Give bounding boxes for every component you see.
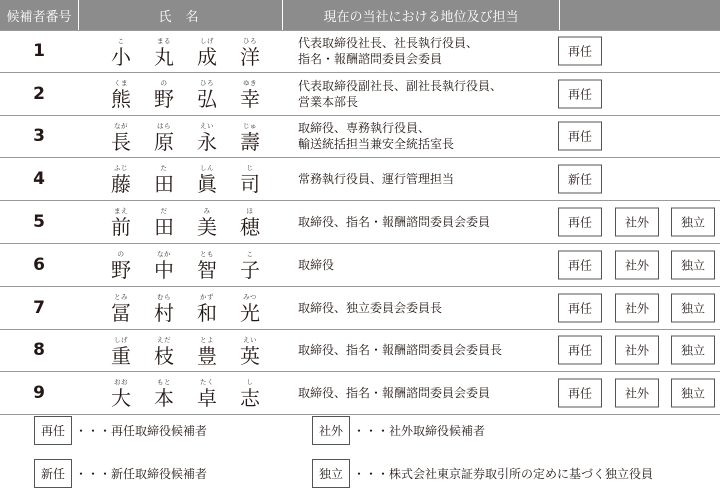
position-line: 営業本部長 bbox=[298, 94, 359, 109]
position-line: 代表取締役副社長、副社長執行役員、 bbox=[298, 78, 503, 93]
name-character bbox=[239, 158, 282, 200]
candidate-number: 3 bbox=[33, 126, 45, 147]
name-character bbox=[196, 330, 239, 372]
status-badge: 独立 bbox=[671, 250, 715, 279]
furigana: とも bbox=[200, 249, 214, 258]
kanji: 小 bbox=[111, 45, 131, 69]
furigana: なが bbox=[114, 121, 128, 130]
legend-tag: 独立 bbox=[312, 459, 350, 488]
candidate-number: 8 bbox=[33, 340, 45, 361]
kanji: 美 bbox=[197, 215, 217, 240]
candidate-position bbox=[298, 201, 554, 243]
table-row bbox=[0, 372, 720, 415]
name-character bbox=[153, 287, 196, 329]
furigana: だ bbox=[160, 207, 168, 216]
kanji: 幸 bbox=[240, 86, 260, 111]
candidate-name bbox=[110, 330, 282, 372]
name-character bbox=[196, 116, 239, 158]
furigana: し bbox=[246, 378, 254, 387]
kanji: 村 bbox=[154, 300, 174, 325]
name-character bbox=[239, 201, 282, 243]
name-character bbox=[153, 244, 196, 286]
status-badge: 社外 bbox=[615, 336, 659, 365]
furigana: しげ bbox=[114, 335, 128, 344]
kanji: 本 bbox=[154, 386, 174, 411]
kanji: 卓 bbox=[197, 386, 217, 411]
position-line: 取締役、独立委員会委員長 bbox=[298, 300, 443, 315]
kanji: 司 bbox=[240, 172, 260, 197]
name-character bbox=[196, 244, 239, 286]
position-line: 取締役、指名・報酬諮問委員会委員 bbox=[298, 386, 491, 401]
table-row bbox=[0, 73, 720, 116]
furigana: ひろ bbox=[200, 78, 214, 87]
table-header bbox=[0, 0, 720, 30]
candidate-name bbox=[110, 73, 282, 115]
kanji: 前 bbox=[111, 215, 131, 240]
table-row bbox=[0, 201, 720, 244]
candidate-number: 5 bbox=[33, 212, 45, 233]
kanji: 弘 bbox=[197, 86, 217, 111]
status-badge: 社外 bbox=[615, 250, 659, 279]
kanji: 長 bbox=[111, 129, 131, 154]
furigana: まる bbox=[157, 37, 171, 45]
status-badge: 独立 bbox=[671, 208, 715, 237]
kanji: 英 bbox=[240, 343, 260, 368]
furigana: かず bbox=[200, 292, 214, 301]
furigana: こ bbox=[246, 249, 254, 258]
name-character bbox=[239, 116, 282, 158]
name-character bbox=[239, 330, 282, 372]
kanji: 丸 bbox=[154, 45, 174, 69]
candidate-name bbox=[110, 116, 282, 158]
furigana: えい bbox=[243, 335, 257, 344]
status-badge: 新任 bbox=[558, 165, 602, 194]
position-line: 代表取締役社長、社長執行役員、 bbox=[298, 36, 479, 51]
furigana: くま bbox=[114, 78, 128, 87]
legend-item-reappointed bbox=[34, 416, 207, 445]
candidate-number: 7 bbox=[33, 297, 45, 318]
kanji: 壽 bbox=[240, 129, 260, 154]
candidate-name bbox=[110, 201, 282, 243]
kanji: 洋 bbox=[240, 45, 260, 69]
table-row bbox=[0, 158, 720, 201]
name-character bbox=[153, 116, 196, 158]
status-badge: 独立 bbox=[671, 293, 715, 322]
kanji: 和 bbox=[197, 300, 217, 325]
kanji: 野 bbox=[154, 86, 174, 111]
name-character bbox=[196, 201, 239, 243]
name-character bbox=[196, 287, 239, 329]
kanji: 重 bbox=[111, 343, 131, 368]
position-line: 取締役 bbox=[298, 257, 335, 272]
furigana: たく bbox=[200, 378, 214, 387]
name-character bbox=[239, 73, 282, 115]
furigana: じ bbox=[246, 164, 254, 173]
legend-text: ・・・社外取締役候補者 bbox=[353, 424, 486, 438]
legend-item-outside bbox=[312, 416, 485, 445]
name-character bbox=[110, 73, 153, 115]
position-line: 取締役、専務執行役員、 bbox=[298, 121, 431, 136]
name-character bbox=[196, 158, 239, 200]
table-row bbox=[0, 30, 720, 73]
status-badge: 独立 bbox=[671, 336, 715, 365]
candidate-position bbox=[298, 244, 554, 286]
kanji: 原 bbox=[154, 129, 174, 154]
name-character bbox=[110, 31, 153, 72]
candidate-position bbox=[298, 31, 554, 72]
name-character bbox=[110, 116, 153, 158]
kanji: 田 bbox=[154, 215, 174, 240]
kanji: 枝 bbox=[154, 343, 174, 368]
furigana: ひろ bbox=[243, 37, 257, 45]
legend-text: ・・・株式会社東京証券取引所の定めに基づく独立役員 bbox=[353, 467, 654, 481]
status-badge: 社外 bbox=[615, 293, 659, 322]
header-position: 現在の当社における地位及び担当 bbox=[283, 0, 559, 30]
legend-text: ・・・新任取締役候補者 bbox=[75, 467, 208, 481]
name-character bbox=[153, 31, 196, 72]
header-name: 氏名 bbox=[79, 0, 282, 30]
furigana: ふじ bbox=[114, 164, 128, 173]
name-character bbox=[196, 372, 239, 414]
legend-tag: 社外 bbox=[312, 416, 350, 445]
kanji: 穂 bbox=[240, 215, 260, 240]
furigana: の bbox=[117, 249, 125, 258]
kanji: 中 bbox=[154, 257, 174, 282]
candidate-position bbox=[298, 330, 554, 372]
table-row bbox=[0, 116, 720, 159]
furigana: の bbox=[160, 78, 168, 87]
candidate-name bbox=[110, 287, 282, 329]
name-character bbox=[239, 244, 282, 286]
kanji: 藤 bbox=[111, 172, 131, 197]
candidate-table bbox=[0, 30, 720, 415]
candidate-position bbox=[298, 158, 554, 200]
candidate-position bbox=[298, 287, 554, 329]
status-badge: 再任 bbox=[558, 293, 602, 322]
kanji: 熊 bbox=[111, 86, 131, 111]
furigana: とみ bbox=[114, 292, 128, 301]
position-line: 取締役、指名・報酬諮問委員会委員 bbox=[298, 215, 491, 230]
furigana: た bbox=[160, 164, 168, 173]
kanji: 永 bbox=[197, 129, 217, 154]
kanji: 大 bbox=[111, 386, 131, 411]
legend-tag: 再任 bbox=[34, 416, 72, 445]
table-row bbox=[0, 330, 720, 373]
status-badge: 再任 bbox=[558, 379, 602, 408]
furigana: しん bbox=[200, 164, 214, 173]
status-badge: 再任 bbox=[558, 250, 602, 279]
kanji: 光 bbox=[240, 300, 260, 325]
candidate-number: 2 bbox=[33, 83, 45, 104]
candidate-name bbox=[110, 244, 282, 286]
furigana: じゅ bbox=[243, 121, 257, 130]
furigana: とよ bbox=[200, 335, 214, 344]
candidate-name bbox=[110, 158, 282, 200]
kanji: 志 bbox=[240, 386, 260, 411]
name-character bbox=[196, 31, 239, 72]
legend-text: ・・・再任取締役候補者 bbox=[75, 424, 208, 438]
furigana: むら bbox=[157, 292, 171, 301]
name-character bbox=[153, 372, 196, 414]
kanji: 成 bbox=[197, 45, 217, 69]
name-character bbox=[110, 158, 153, 200]
legend-item-new bbox=[34, 459, 207, 488]
legend-tag: 新任 bbox=[34, 459, 72, 488]
candidate-number: 4 bbox=[33, 169, 45, 190]
kanji: 豊 bbox=[197, 343, 217, 368]
furigana: えだ bbox=[157, 335, 171, 344]
name-character bbox=[196, 73, 239, 115]
table-row bbox=[0, 287, 720, 330]
status-badge: 再任 bbox=[558, 37, 602, 66]
position-line: 指名・報酬諮問委員会委員 bbox=[298, 52, 443, 67]
kanji: 智 bbox=[197, 257, 217, 282]
kanji: 子 bbox=[240, 257, 260, 282]
name-character bbox=[110, 372, 153, 414]
furigana: もと bbox=[157, 378, 171, 387]
name-character bbox=[239, 372, 282, 414]
header-tags bbox=[560, 0, 720, 30]
status-badge: 社外 bbox=[615, 379, 659, 408]
furigana: えい bbox=[200, 121, 214, 130]
furigana: まえ bbox=[114, 207, 128, 216]
position-line: 取締役、指名・報酬諮問委員会委員長 bbox=[298, 343, 503, 358]
name-character bbox=[153, 201, 196, 243]
status-badge: 独立 bbox=[671, 379, 715, 408]
legend bbox=[0, 416, 720, 494]
furigana: ほ bbox=[246, 207, 254, 216]
kanji: 野 bbox=[111, 257, 131, 282]
status-badge: 社外 bbox=[615, 208, 659, 237]
candidate-number: 6 bbox=[33, 254, 45, 275]
table-row bbox=[0, 244, 720, 287]
position-line: 常務執行役員、運行管理担当 bbox=[298, 172, 455, 187]
candidate-position bbox=[298, 372, 554, 414]
furigana: みつ bbox=[243, 292, 257, 301]
legend-item-independent bbox=[312, 459, 653, 488]
furigana: こ bbox=[117, 37, 125, 45]
name-character bbox=[239, 287, 282, 329]
kanji: 田 bbox=[154, 172, 174, 197]
name-character bbox=[153, 73, 196, 115]
candidate-name bbox=[110, 372, 282, 414]
name-character bbox=[239, 31, 282, 72]
candidate-name bbox=[110, 31, 282, 72]
furigana: なか bbox=[157, 249, 171, 258]
furigana: ゆき bbox=[243, 78, 257, 87]
furigana: しげ bbox=[200, 37, 214, 45]
furigana: み bbox=[203, 207, 211, 216]
furigana: おお bbox=[114, 378, 128, 387]
name-character bbox=[153, 330, 196, 372]
kanji: 眞 bbox=[197, 172, 217, 197]
status-badge: 再任 bbox=[558, 122, 602, 151]
candidate-position bbox=[298, 73, 554, 115]
name-character bbox=[110, 201, 153, 243]
kanji: 冨 bbox=[111, 300, 131, 325]
name-character bbox=[110, 287, 153, 329]
candidate-number: 1 bbox=[33, 41, 45, 62]
furigana: はら bbox=[157, 121, 171, 130]
name-character bbox=[153, 158, 196, 200]
candidate-position bbox=[298, 116, 554, 158]
candidate-number: 9 bbox=[33, 383, 45, 404]
status-badge: 再任 bbox=[558, 79, 602, 108]
name-character bbox=[110, 330, 153, 372]
status-badge: 再任 bbox=[558, 208, 602, 237]
name-character bbox=[110, 244, 153, 286]
header-number: 候補者番号 bbox=[0, 0, 78, 30]
position-line: 輸送統括担当兼安全統括室長 bbox=[298, 137, 455, 152]
status-badge: 再任 bbox=[558, 336, 602, 365]
